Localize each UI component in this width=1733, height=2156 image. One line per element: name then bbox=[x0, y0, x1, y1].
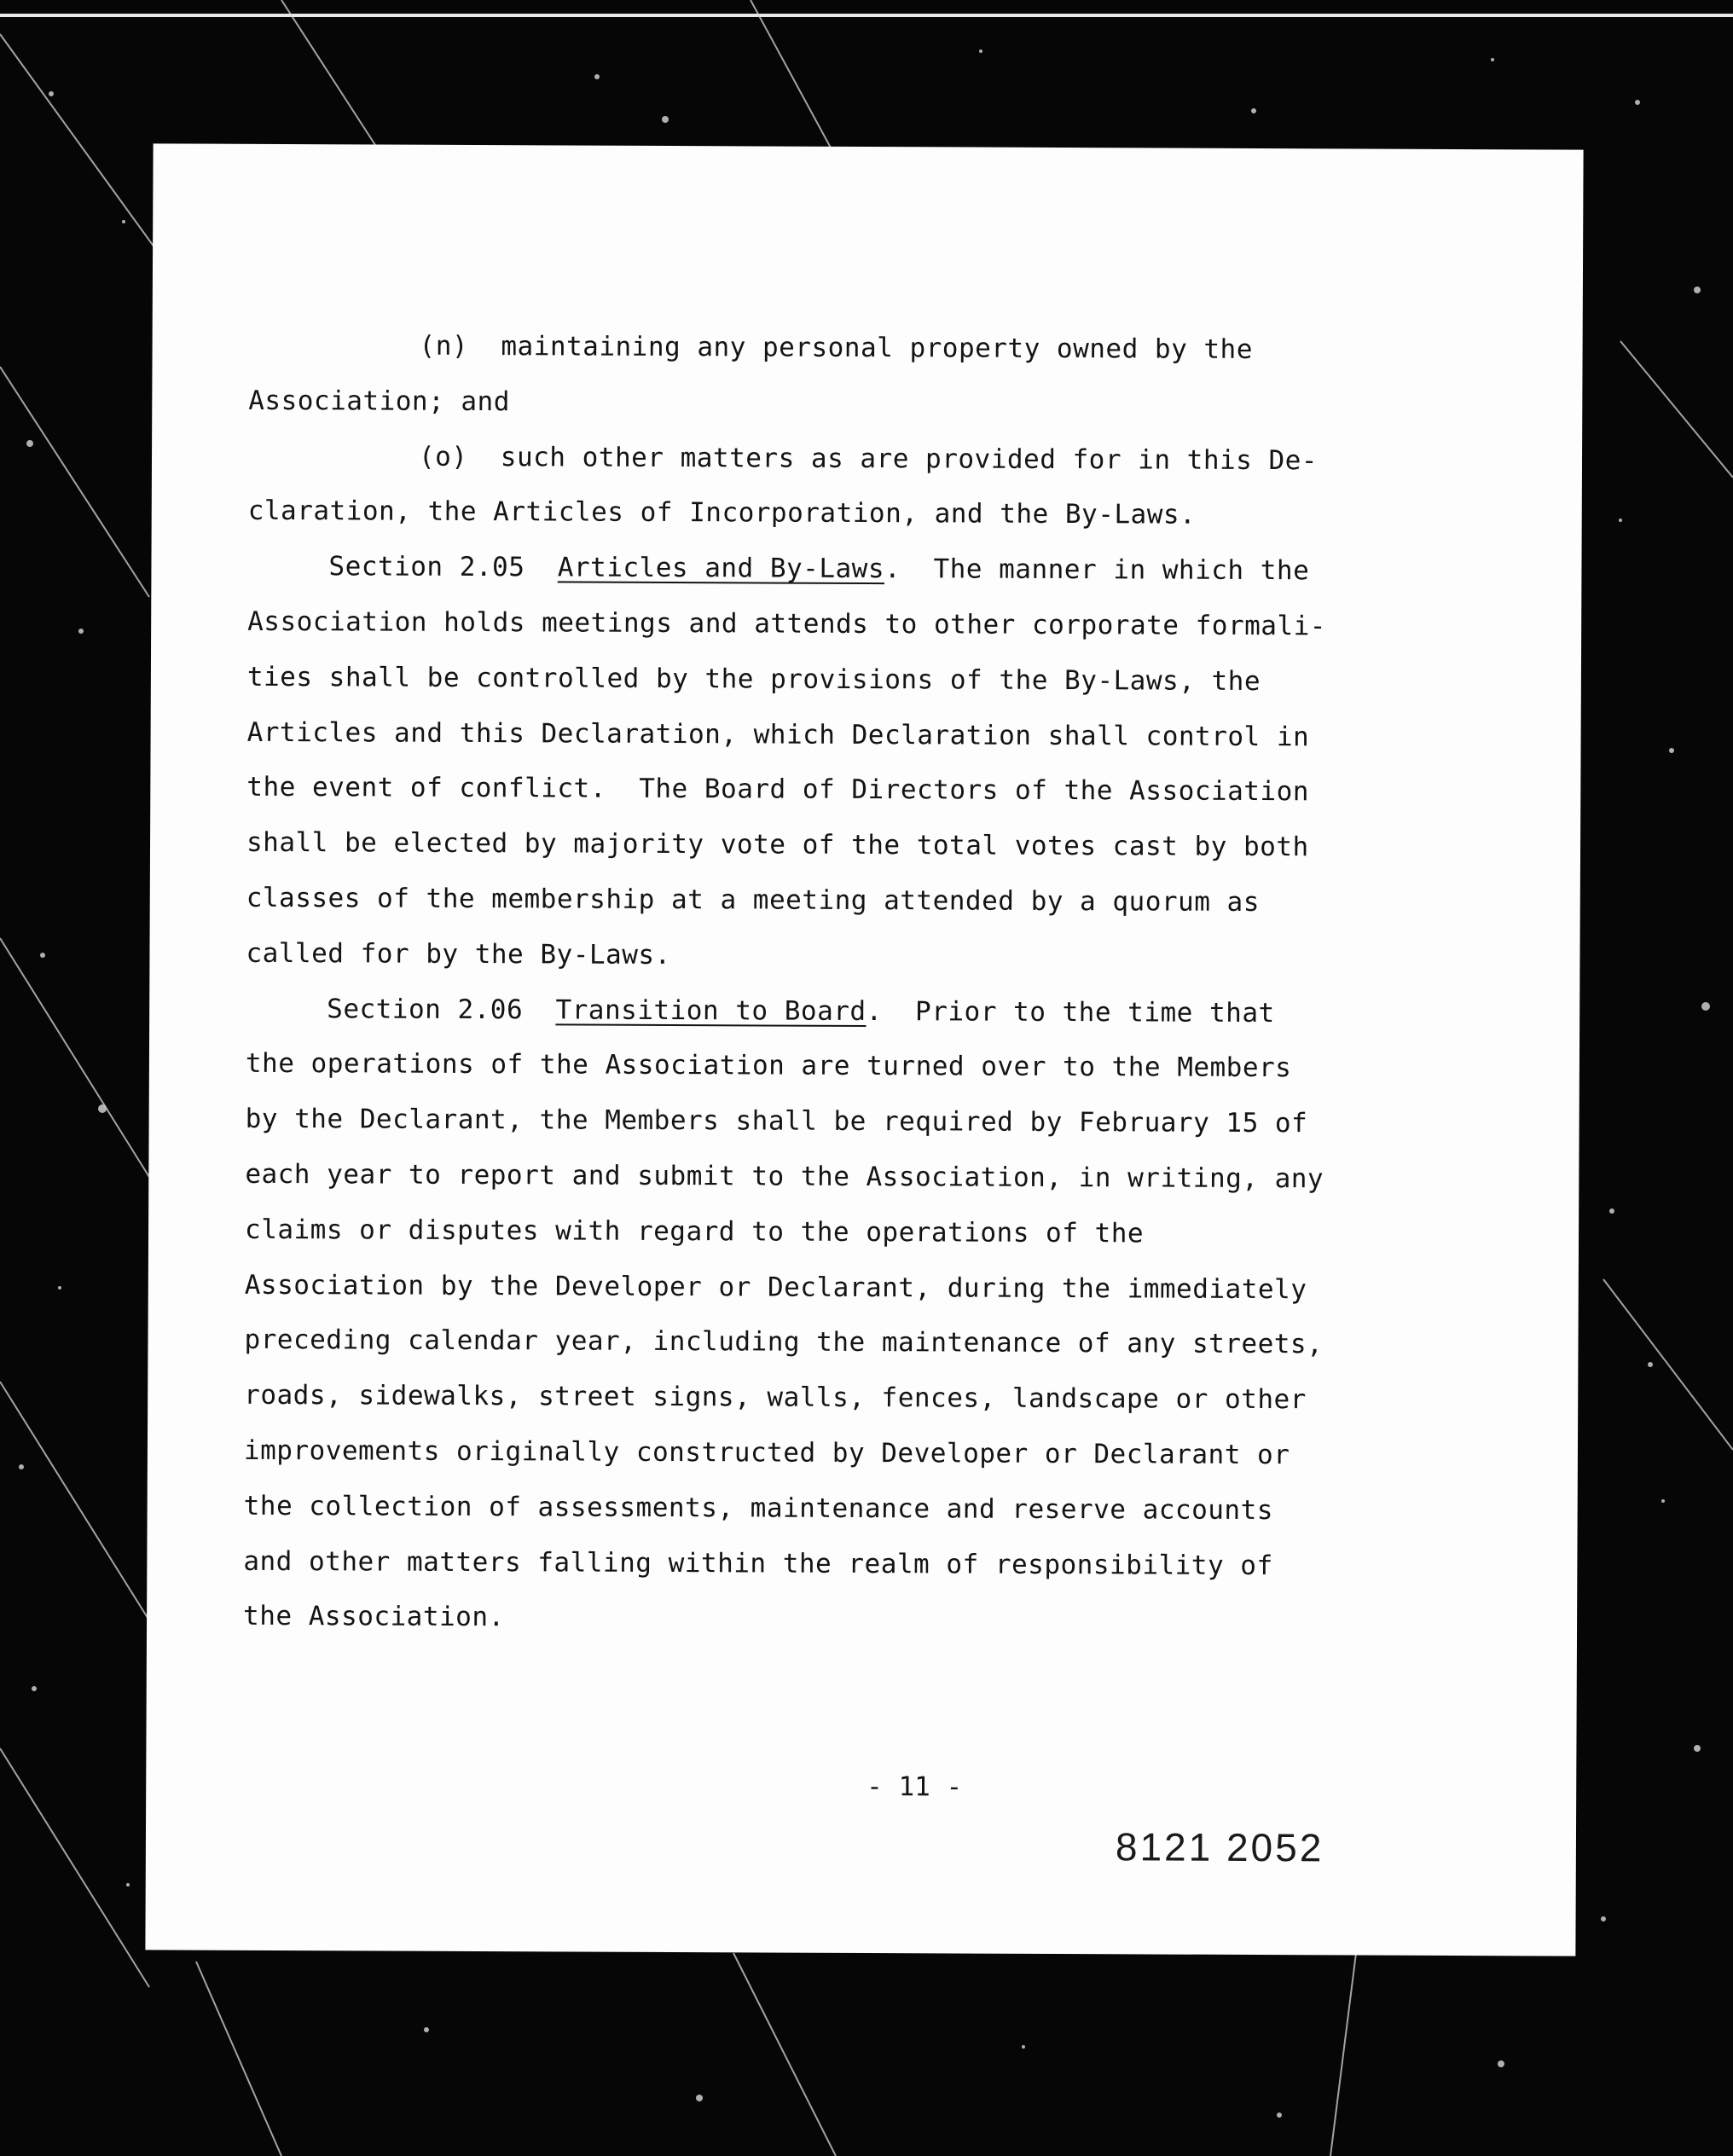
text-line bbox=[243, 1601, 505, 1632]
text-line bbox=[243, 1545, 1272, 1580]
text-segment: claration, the Articles of Incorporation, and the By-Laws. bbox=[247, 496, 1197, 531]
text-segment: the event of conflict. The Board of Directors of the Association bbox=[246, 772, 1310, 808]
document-number: 8121 2052 bbox=[1115, 1824, 1324, 1870]
text-line bbox=[246, 1048, 1292, 1083]
document-page bbox=[145, 143, 1583, 1956]
text-segment: claims or disputes with regard to the operations of the bbox=[244, 1214, 1145, 1249]
text-segment: the operations of the Association are turned over to the Members bbox=[245, 1048, 1292, 1084]
text-segment: the Association. bbox=[243, 1601, 505, 1633]
text-line bbox=[245, 1159, 1324, 1195]
text-line bbox=[328, 551, 1309, 586]
text-line bbox=[247, 662, 1261, 697]
text-line bbox=[246, 827, 1309, 862]
text-line bbox=[420, 331, 1253, 365]
text-segment: (n) maintaining any personal property owned by the bbox=[419, 330, 1254, 365]
text-segment: preceding calendar year, including the maintenance of any streets, bbox=[244, 1324, 1324, 1360]
text-segment: Association by the Developer or Declarant, during the immediately bbox=[244, 1269, 1307, 1305]
text-line bbox=[247, 716, 1310, 751]
page-number: - 11 - bbox=[866, 1771, 963, 1803]
text-line bbox=[248, 385, 510, 417]
text-segment: (o) such other matters as are provided for in this De- bbox=[418, 441, 1319, 476]
text-segment: shall be elected by majority vote of the total votes cast by both bbox=[246, 827, 1309, 863]
text-line bbox=[244, 1324, 1323, 1360]
text-line bbox=[246, 1104, 1308, 1139]
text-line bbox=[244, 1491, 1273, 1526]
text-line bbox=[246, 938, 670, 971]
text-segment: ties shall be controlled by the provisions of the By-Laws, the bbox=[246, 661, 1261, 697]
text-segment: . Prior to the time that bbox=[866, 995, 1275, 1029]
text-segment: Articles and this Declaration, which Declaration shall control in bbox=[246, 716, 1310, 752]
text-segment: roads, sidewalks, street signs, walls, fences, landscape or other bbox=[244, 1380, 1307, 1416]
text-segment: classes of the membership at a meeting attended by a quorum as bbox=[246, 882, 1260, 919]
text-segment: each year to report and submit to the Association, in writing, any bbox=[245, 1158, 1324, 1195]
text-line bbox=[244, 1380, 1307, 1415]
text-segment: Section 2.06 bbox=[327, 993, 556, 1026]
text-segment: and other matters falling within the realm of responsibility of bbox=[243, 1545, 1273, 1581]
text-line bbox=[248, 496, 1197, 530]
text-segment: Association; and bbox=[248, 385, 511, 417]
text-line bbox=[246, 883, 1260, 918]
text-line bbox=[247, 606, 1326, 642]
text-segment: by the Declarant, the Members shall be required by February 15 of bbox=[245, 1104, 1308, 1139]
section-heading: Articles and By-Laws bbox=[557, 552, 885, 585]
text-line bbox=[245, 1269, 1307, 1304]
section-heading: Transition to Board bbox=[555, 994, 866, 1027]
text-line bbox=[246, 772, 1309, 807]
text-segment: called for by the By-Laws. bbox=[246, 937, 671, 971]
text-line bbox=[244, 1435, 1290, 1470]
text-segment: the collection of assessments, maintenance and reserve accounts bbox=[243, 1490, 1274, 1526]
text-segment: Association holds meetings and attends to other corporate formali- bbox=[247, 606, 1327, 642]
text-segment: . The manner in which the bbox=[884, 553, 1310, 587]
text-line bbox=[419, 441, 1318, 476]
text-line bbox=[327, 994, 1275, 1029]
text-segment: Section 2.05 bbox=[328, 551, 558, 583]
text-segment: improvements originally constructed by Developer or Declarant or bbox=[243, 1434, 1290, 1471]
text-line bbox=[245, 1214, 1144, 1249]
